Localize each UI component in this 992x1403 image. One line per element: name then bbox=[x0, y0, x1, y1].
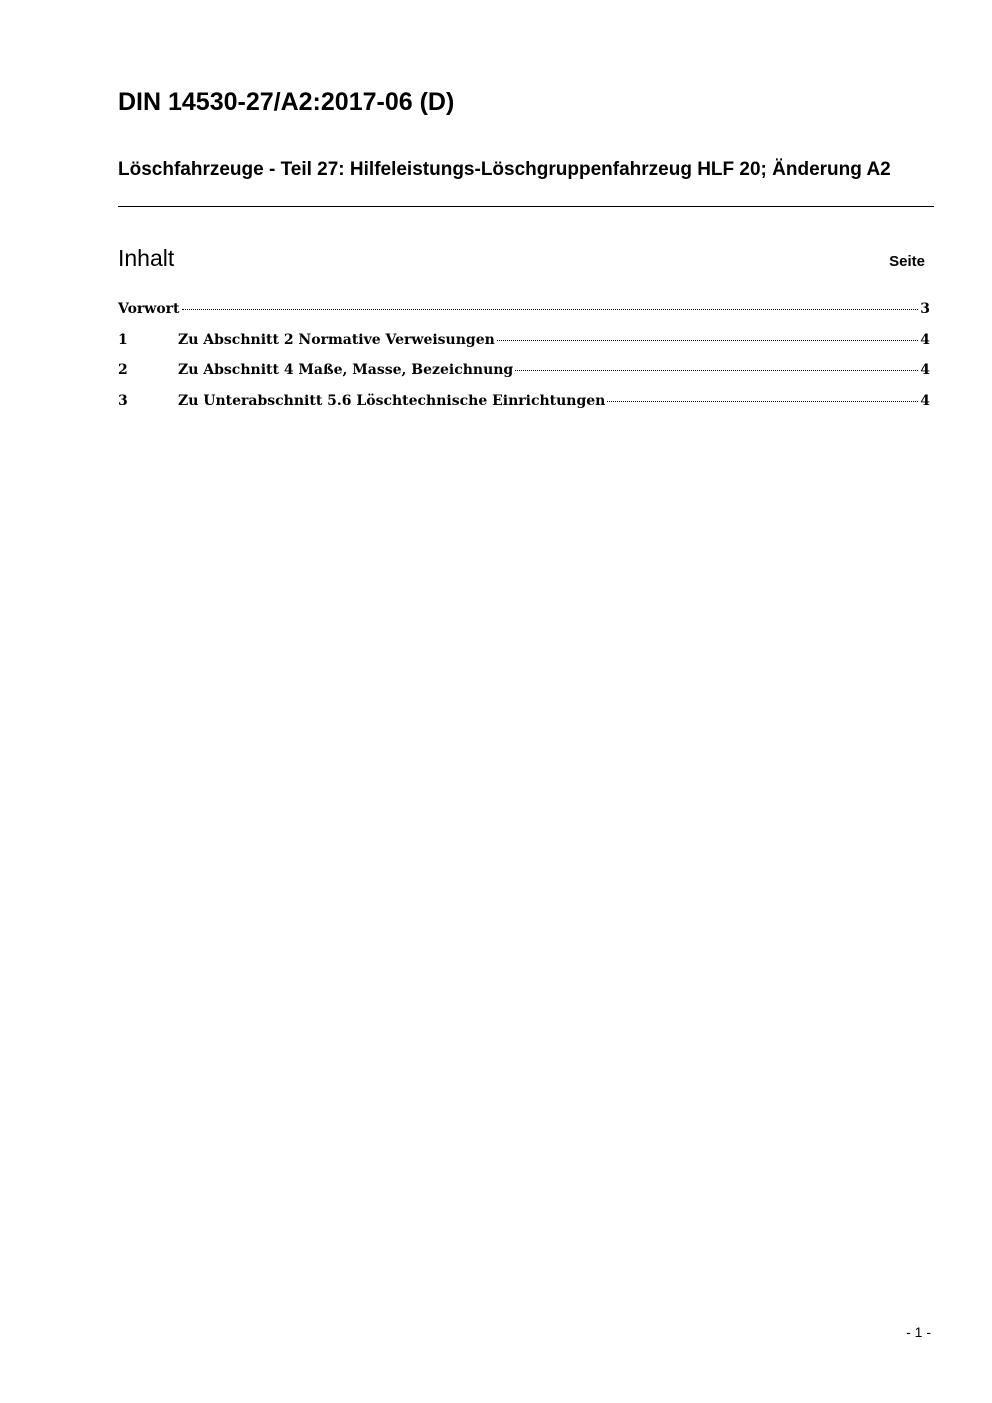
toc-entry-text: Zu Abschnitt 4 Maße, Masse, Bezeichnung bbox=[178, 362, 514, 378]
toc-entry-page: 4 bbox=[920, 362, 930, 378]
toc-entry-section-1[interactable] bbox=[118, 332, 930, 363]
toc-entry-section-3[interactable] bbox=[118, 393, 930, 424]
toc-entry-page: 4 bbox=[920, 331, 930, 348]
toc-entry-page: 4 bbox=[920, 392, 930, 409]
toc-dot-leader bbox=[515, 370, 918, 371]
toc-entry-text: Zu Abschnitt 2 Normative Verweisungen bbox=[178, 331, 495, 348]
toc-entry-section-2[interactable] bbox=[118, 362, 930, 393]
toc-dot-leader bbox=[497, 340, 918, 341]
toc-entry-text: Vorwort bbox=[118, 301, 180, 317]
page-number: - 1 - bbox=[906, 1324, 931, 1340]
toc-heading: Inhalt bbox=[118, 245, 175, 271]
toc-entry-page: 3 bbox=[920, 301, 930, 317]
title-divider bbox=[118, 206, 934, 207]
document-title: Löschfahrzeuge - Teil 27: Hilfeleistungs-Löschgruppenfahrzeug HLF 20; Änderung A2 bbox=[118, 159, 891, 180]
toc-dot-leader bbox=[182, 309, 919, 310]
document-id: DIN 14530-27/A2:2017-06 (D) bbox=[118, 88, 455, 116]
table-of-contents bbox=[118, 301, 930, 423]
toc-entry-number: 3 bbox=[118, 392, 128, 409]
toc-dot-leader bbox=[607, 401, 918, 402]
toc-entry-number: 1 bbox=[118, 331, 128, 348]
toc-entry-vorwort[interactable] bbox=[118, 301, 930, 332]
toc-entry-number: 2 bbox=[118, 362, 128, 378]
toc-page-label: Seite bbox=[889, 253, 925, 270]
toc-entry-text: Zu Unterabschnitt 5.6 Löschtechnische Einrichtungen bbox=[178, 392, 606, 409]
